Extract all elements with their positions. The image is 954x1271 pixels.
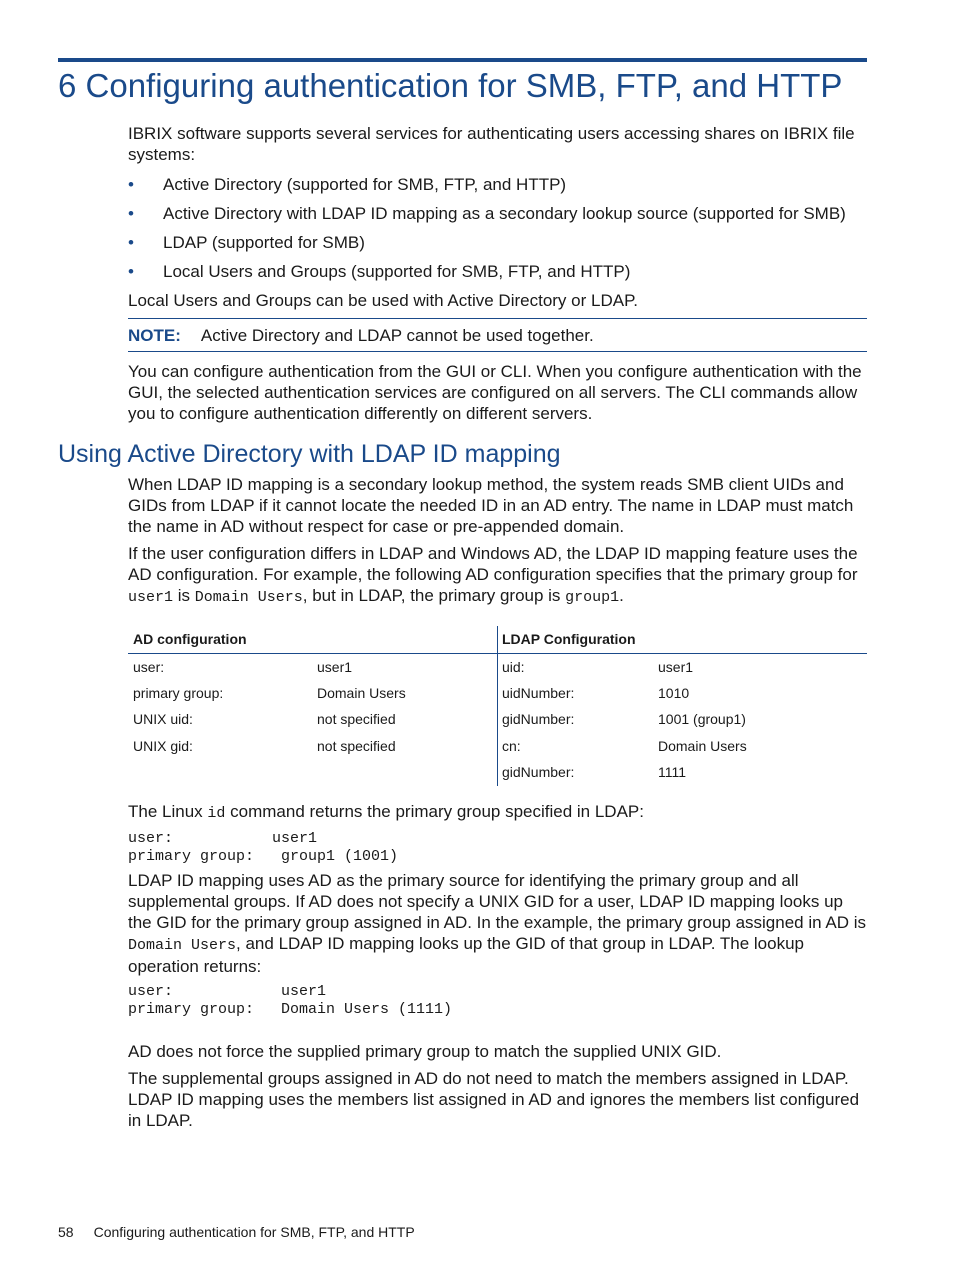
bullet-icon: • <box>128 262 134 281</box>
table-cell: UNIX gid: <box>133 738 193 754</box>
table-cell: 1001 (group1) <box>658 711 746 727</box>
list-item: • Active Directory with LDAP ID mapping as a secondary lookup source (supported for SMB) <box>128 204 846 223</box>
table-cell: 1010 <box>658 685 690 701</box>
bullet-icon: • <box>128 204 134 223</box>
note-label: NOTE: <box>128 326 181 345</box>
table-cell: 1111 <box>658 764 687 780</box>
ldap-config-header: LDAP Configuration <box>502 631 636 647</box>
supplemental-groups-paragraph: The supplemental groups assigned in AD do not need to match the members assigned in LDAP. LDAP ID mapping uses the members list assigned in AD and ignores the members list configured in LDAP. <box>128 1069 860 1130</box>
table-cell: cn: <box>502 738 521 754</box>
table-cell: Domain Users <box>317 685 406 701</box>
code-block-lookup-output: user: user1 primary group: Domain Users (1111) <box>128 983 453 1018</box>
linux-id-paragraph: The Linux id command returns the primary group specified in LDAP: <box>128 802 644 822</box>
ad-force-paragraph: AD does not force the supplied primary group to match the supplied UNIX GID. <box>128 1042 722 1061</box>
chapter-title: 6 Configuring authentication for SMB, FTP, and HTTP <box>58 67 843 104</box>
table-cell: uidNumber: <box>502 685 575 701</box>
table-cell: Domain Users <box>658 738 747 754</box>
bullet-icon: • <box>128 175 134 194</box>
footer-title: Configuring authentication for SMB, FTP, and HTTP <box>93 1224 415 1240</box>
intro-paragraph: IBRIX software supports several services for authenticating users accessing shares on IBRIX file systems: <box>128 124 855 164</box>
table-cell: not specified <box>317 711 396 727</box>
ad-config-header: AD configuration <box>133 631 247 647</box>
auth-services-list <box>128 174 868 290</box>
table-cell: user: <box>133 659 165 675</box>
table-cell: gidNumber: <box>502 711 575 727</box>
code-block-id-output: user: user1 primary group: group1 (1001) <box>128 830 399 865</box>
config-paragraph: You can configure authentication from the GUI or CLI. When you configure authentication with the GUI, the selected authentication services are configured on all servers. The CLI commands allow you to configure authentication differently on different servers. <box>128 362 862 423</box>
table-cell: user1 <box>658 659 694 675</box>
list-item: • Active Directory (supported for SMB, FTP, and HTTP) <box>128 175 567 194</box>
table-cell: gidNumber: <box>502 764 575 780</box>
list-item: • LDAP (supported for SMB) <box>128 233 365 252</box>
ldap-mapping-paragraph: When LDAP ID mapping is a secondary lookup method, the system reads SMB client UIDs and GIDs from LDAP if it cannot locate the needed ID in an AD entry. The name in LDAP must match the name in AD without respect for case or pre-appended domain. <box>128 475 854 536</box>
bullet-icon: • <box>128 233 134 252</box>
table-cell: not specified <box>317 738 396 754</box>
list-item: • Local Users and Groups (supported for SMB, FTP, and HTTP) <box>128 262 631 281</box>
primary-source-paragraph: LDAP ID mapping uses AD as the primary source for identifying the primary group and all supplemental groups. If AD does not specify a UNIX GID for a user, LDAP ID mapping looks up the GID for the primary group assigned in AD. In the example, the primary group assigned in AD is Domain Users, and LDAP ID mapping looks up the GID of that group in LDAP. The lookup operation returns: <box>128 871 866 976</box>
table-cell: UNIX uid: <box>133 711 193 727</box>
note-text: Active Directory and LDAP cannot be used together. <box>200 326 594 345</box>
note-box <box>128 318 867 352</box>
local-users-paragraph: Local Users and Groups can be used with Active Directory or LDAP. <box>128 291 638 310</box>
config-differs-paragraph: If the user configuration differs in LDAP and Windows AD, the LDAP ID mapping feature uses the AD configuration. For example, the following AD configuration specifies that the primary group for user1 is Domain Users, but in LDAP, the primary group is group1. <box>128 544 858 606</box>
page-footer <box>58 1222 415 1242</box>
chapter-top-rule <box>58 58 867 62</box>
table-cell: primary group: <box>133 685 224 701</box>
table-cell: user1 <box>317 659 353 675</box>
table-cell: uid: <box>502 659 525 675</box>
section-title: Using Active Directory with LDAP ID mapping <box>58 440 561 468</box>
page-number: 58 <box>58 1224 74 1240</box>
table-column-divider <box>497 626 498 786</box>
